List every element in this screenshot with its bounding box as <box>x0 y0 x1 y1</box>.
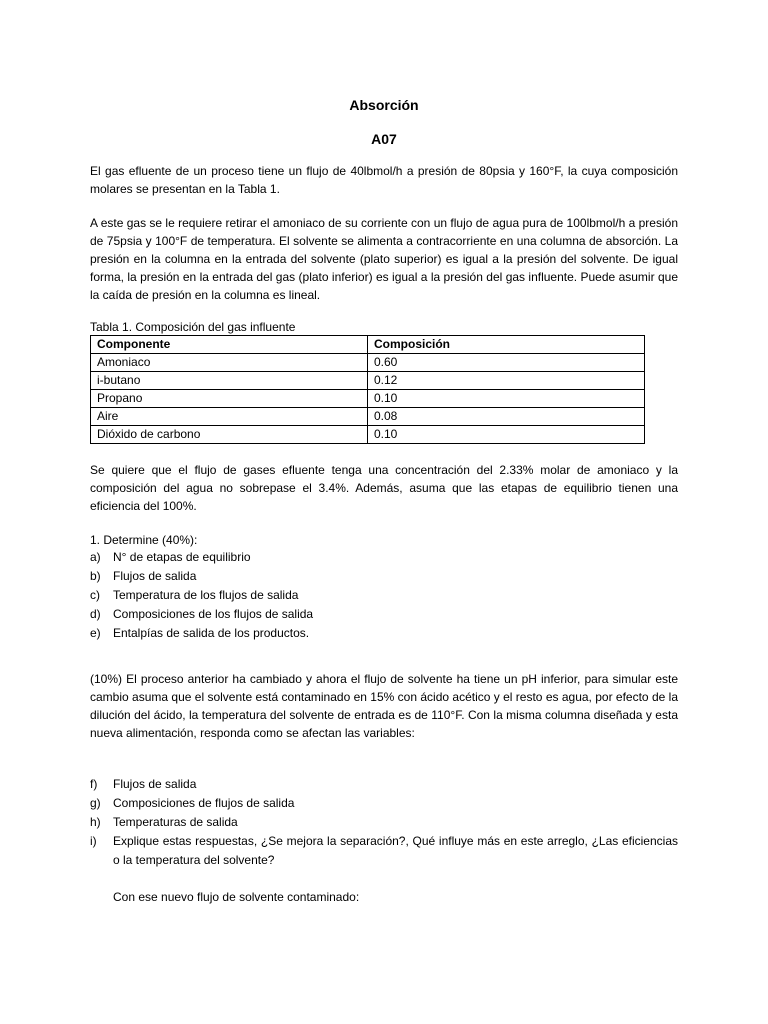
list-item <box>90 586 678 605</box>
list-item-text: N° de etapas de equilibrio <box>113 550 251 564</box>
document-title: Absorción <box>349 97 419 113</box>
question-1-heading: 1. Determine (40%): <box>90 533 198 547</box>
composition-table <box>90 335 645 444</box>
list-item <box>90 775 678 794</box>
table-header-row <box>91 336 645 354</box>
table-header-componente: Componente <box>91 336 368 354</box>
list-item-text: Temperaturas de salida <box>113 815 238 829</box>
list-item-label: e) <box>90 626 101 640</box>
paragraph-contaminated-solvent: (10%) El proceso anterior ha cambiado y ahora el flujo de solvente ha tiene un pH inferior, para simular este cambio asuma que el solvente está contaminado en 15% con ácido acético y el resto es agua, por efecto de la dilución del ácido, la temperatura del solvente de entrada es de 110°F. Con la misma columna diseñada y esta nueva alimentación, responda como se afectan las variables: <box>90 672 678 740</box>
paragraph-absorption-setup: A este gas se le requiere retirar el amoniaco de su corriente con un flujo de agua pura de 100lbmol/h a presión de 75psia y 100°F de temperatura. El solvente se alimenta a contracorriente en una columna de absorción. La presión en la columna en la entrada del solvente (plato superior) es igual a la presión del solvente. De igual forma, la presión en la entrada del gas (plato inferior) es igual a la presión del gas influente. Puede asumir que la caída de presión en la columna es lineal. <box>90 216 678 302</box>
paragraph-requirements: Se quiere que el flujo de gases efluente tenga una concentración del 2.33% molar de amoniaco y la composición del agua no sobrepase el 3.4%. Además, asuma que las etapas de equilibrio tienen una eficiencia del 100%. <box>90 463 678 513</box>
table-cell-composition: 0.08 <box>368 408 645 426</box>
list-item-label: g) <box>90 796 101 810</box>
question-2-list <box>90 775 678 870</box>
list-item-label: c) <box>90 588 100 602</box>
list-item <box>90 813 678 832</box>
table-row <box>91 408 645 426</box>
list-item <box>90 794 678 813</box>
table-cell-composition: 0.10 <box>368 426 645 444</box>
table-row <box>91 390 645 408</box>
list-item-text: Flujos de salida <box>113 569 197 583</box>
table-cell-composition: 0.60 <box>368 354 645 372</box>
list-item-text: Temperatura de los flujos de salida <box>113 588 299 602</box>
table-cell-component: i-butano <box>91 372 368 390</box>
list-item <box>90 605 678 624</box>
table-cell-composition: 0.10 <box>368 390 645 408</box>
document-code: A07 <box>371 131 397 147</box>
list-item-text: Entalpías de salida de los productos. <box>113 626 310 640</box>
list-item-label: a) <box>90 550 101 564</box>
list-item <box>90 548 678 567</box>
list-item-label: h) <box>90 815 101 829</box>
list-item-text: Explique estas respuestas, ¿Se mejora la separación?, Qué influye más en este arreglo, ¿Las eficiencias o la temperatura del solvente? <box>113 834 678 867</box>
list-item <box>90 624 678 643</box>
list-item-text: Composiciones de los flujos de salida <box>113 607 314 621</box>
paragraph-gas-description: El gas efluente de un proceso tiene un flujo de 40lbmol/h a presión de 80psia y 160°F, la cuya composición molares se presentan en la Tabla 1. <box>90 164 678 196</box>
closing-line: Con ese nuevo flujo de solvente contaminado: <box>113 890 360 904</box>
list-item-text: Composiciones de flujos de salida <box>113 796 295 810</box>
list-item <box>90 567 678 586</box>
table-cell-component: Propano <box>91 390 368 408</box>
table-cell-component: Amoniaco <box>91 354 368 372</box>
table-cell-component: Aire <box>91 408 368 426</box>
table-cell-composition: 0.12 <box>368 372 645 390</box>
table-header-composicion: Composición <box>368 336 645 354</box>
table-row <box>91 372 645 390</box>
table-caption: Tabla 1. Composición del gas influente <box>90 320 296 334</box>
table-row <box>91 354 645 372</box>
list-item <box>90 832 678 870</box>
table-cell-component: Dióxido de carbono <box>91 426 368 444</box>
question-1-list <box>90 548 678 643</box>
list-item-label: b) <box>90 569 101 583</box>
list-item-label: i) <box>90 834 97 848</box>
list-item-label: d) <box>90 607 101 621</box>
list-item-label: f) <box>90 777 98 791</box>
table-row <box>91 426 645 444</box>
list-item-text: Flujos de salida <box>113 777 197 791</box>
